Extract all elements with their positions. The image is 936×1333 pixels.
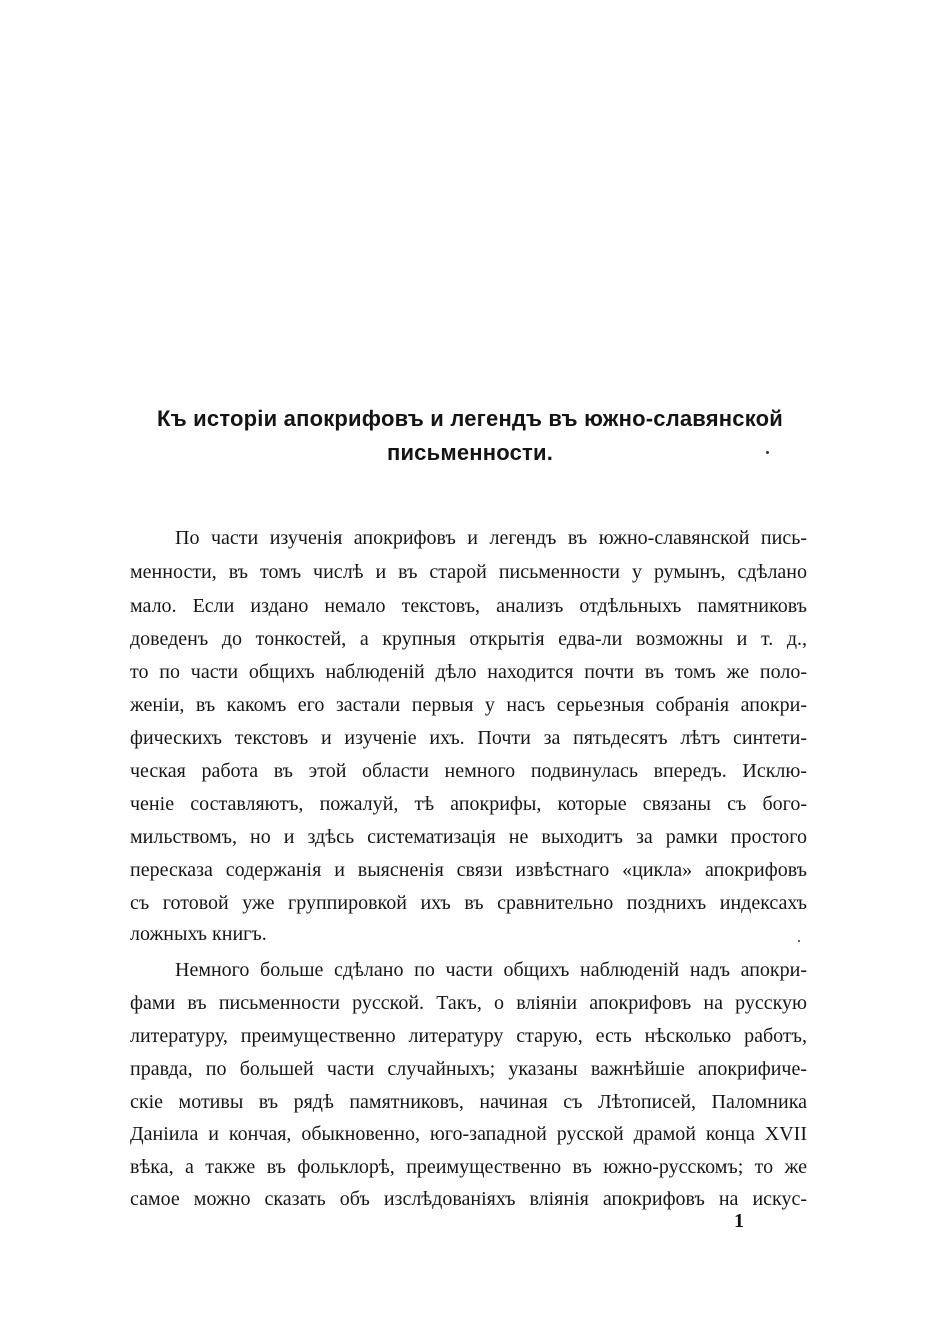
- scan-speck: [798, 940, 800, 942]
- text-line: Немного больше сдѣлано по части общихъ наблюденій надъ апокри-: [175, 959, 807, 981]
- chapter-title-line-1: Къ исторіи апокрифовъ и легендъ въ южно-славянской: [157, 406, 783, 431]
- page-number: 1: [734, 1210, 744, 1232]
- text-line: Даніила и кончая, обыкновенно, юго-западной русской драмой конца XVII: [130, 1123, 807, 1145]
- chapter-title-line-2: письменности.: [386, 440, 554, 465]
- text-line: вѣка, а также въ фольклорѣ, преимущественно въ южно-русскомъ; то же: [130, 1156, 807, 1178]
- text-line: фическихъ текстовъ и изученіе ихъ. Почти за пятьдесятъ лѣтъ синтети-: [130, 727, 807, 749]
- text-line: правда, по большей части случайныхъ; указаны важнѣйшіе апокрифиче-: [130, 1058, 807, 1080]
- text-line: то по части общихъ наблюденій дѣло находится почти въ томъ же поло-: [130, 661, 807, 683]
- text-line: литературу, преимущественно литературу старую, есть нѣсколько работъ,: [130, 1025, 807, 1047]
- text-line: мало. Если издано немало текстовъ, анализъ отдѣльныхъ памятниковъ: [130, 595, 807, 617]
- text-line: доведенъ до тонкостей, а крупныя открытія едва-ли возможны и т. д.,: [130, 628, 807, 650]
- text-line: ченіе составляютъ, пожалуй, тѣ апокрифы, которые связаны съ бого-: [130, 793, 807, 815]
- text-line: По части изученія апокрифовъ и легендъ въ южно-славянской пись-: [175, 527, 807, 549]
- text-line: мильствомъ, но и здѣсь систематизація не выходитъ за рамки простого: [130, 826, 807, 848]
- scan-speck: [766, 451, 769, 454]
- text-line: ческая работа въ этой области немного подвинулась впередъ. Исклю-: [130, 760, 807, 782]
- text-line: ложныхъ книгъ.: [130, 923, 267, 945]
- text-line: фами въ письменности русской. Такъ, о вліяніи апокрифовъ на русскую: [130, 992, 807, 1014]
- text-line: менности, въ томъ числѣ и въ старой письменности у румынъ, сдѣлано: [130, 561, 807, 583]
- text-line: пересказа содержанія и выясненія связи извѣстнаго «цикла» апокрифовъ: [130, 859, 807, 881]
- text-line: самое можно сказать объ изслѣдованіяхъ вліянія апокрифовъ на искус-: [130, 1188, 807, 1210]
- text-line: женіи, въ какомъ его застали первыя у насъ серьезныя собранія апокри-: [130, 694, 807, 716]
- text-line: съ готовой уже группировкой ихъ въ сравнительно позднихъ индексахъ: [130, 892, 807, 914]
- text-line: скіе мотивы въ рядѣ памятниковъ, начиная съ Лѣтописей, Паломника: [130, 1091, 807, 1113]
